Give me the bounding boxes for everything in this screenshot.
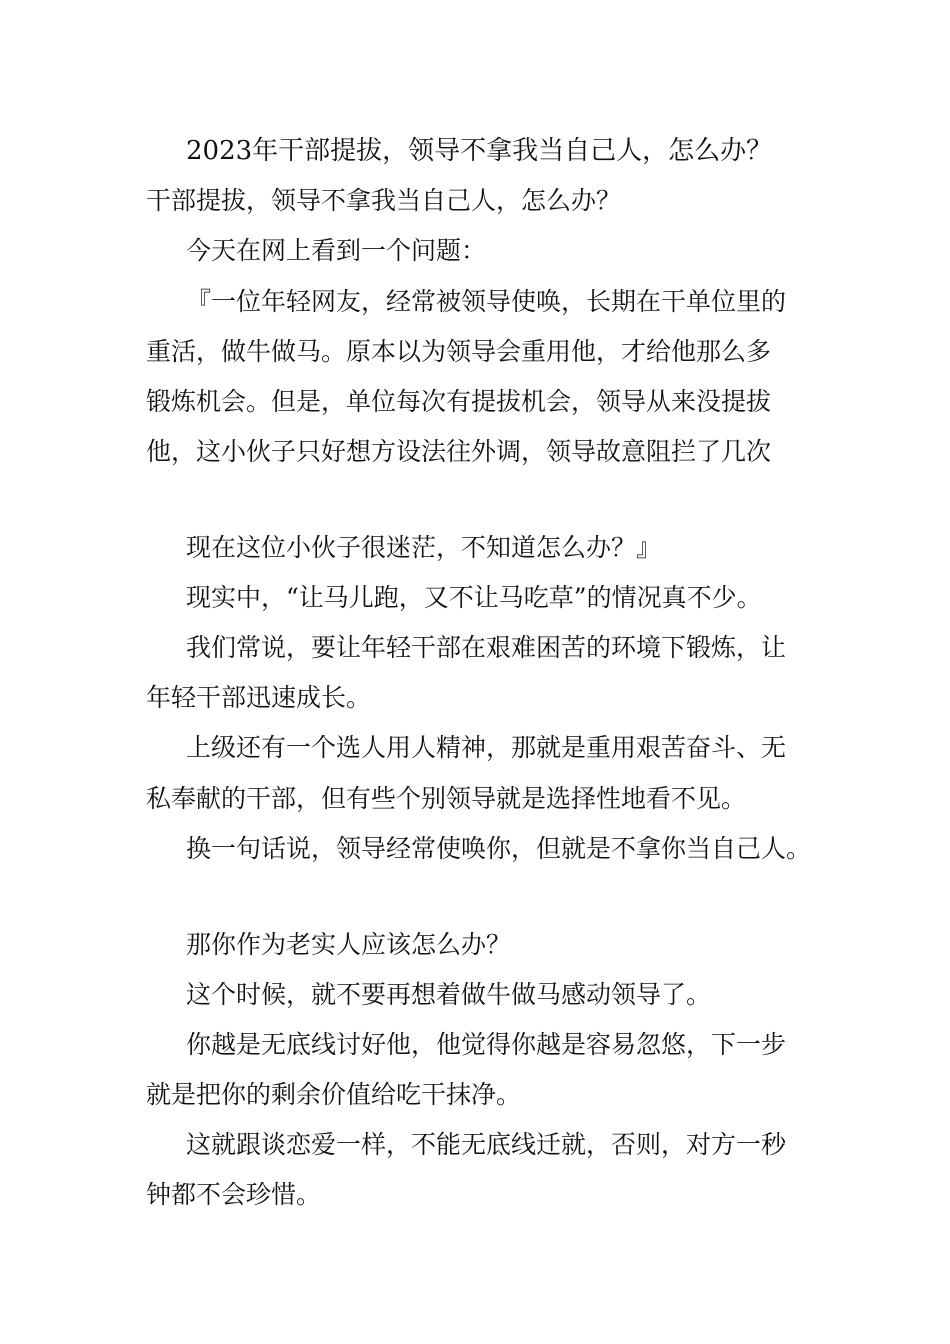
text-line: 他，这小伙子只好想方设法往外调，领导故意阻拦了几次 <box>146 437 772 466</box>
text-line: 换一句话说，领导经常使唤你，但就是不拿你当自己人。 <box>186 834 812 863</box>
text-line: 这就跟谈恋爱一样，不能无底线迁就，否则，对方一秒 <box>186 1130 787 1159</box>
text-line: 钟都不会珍惜。 <box>146 1180 322 1209</box>
document-title: 2023年干部提拔，领导不拿我当自己人，怎么办？ <box>186 136 773 166</box>
text-line: 『一位年轻网友，经常被领导使唤，长期在干单位里的 <box>186 287 787 316</box>
document-subtitle: 干部提拔，领导不拿我当自己人，怎么办？ <box>146 186 622 215</box>
text-line: 锻炼机会。但是，单位每次有提拔机会，领导从来没提拔 <box>146 387 772 416</box>
text-line: 年轻干部迅速成长。 <box>146 683 372 712</box>
text-line: 你越是无底线讨好他，他觉得你越是容易忽悠，下一步 <box>186 1030 787 1059</box>
text-line: 现在这位小伙子很迷茫，不知道怎么办？』 <box>186 533 662 562</box>
text-line: 重活，做牛做马。原本以为领导会重用他，才给他那么多 <box>146 337 772 366</box>
text-line: 就是把你的剩余价值给吃干抹净。 <box>146 1080 522 1109</box>
text-line: 那你作为老实人应该怎么办？ <box>186 930 512 959</box>
text-line: 现实中，“让马儿跑，又不让马吃草”的情况真不少。 <box>186 583 762 612</box>
text-line: 我们常说，要让年轻干部在艰难困苦的环境下锻炼，让 <box>186 633 787 662</box>
text-line: 这个时候，就不要再想着做牛做马感动领导了。 <box>186 980 712 1009</box>
text-line: 上级还有一个选人用人精神，那就是重用艰苦奋斗、无 <box>186 733 787 762</box>
text-line: 今天在网上看到一个问题： <box>186 236 487 265</box>
text-line: 私奉献的干部，但有些个别领导就是选择性地看不见。 <box>146 784 747 813</box>
